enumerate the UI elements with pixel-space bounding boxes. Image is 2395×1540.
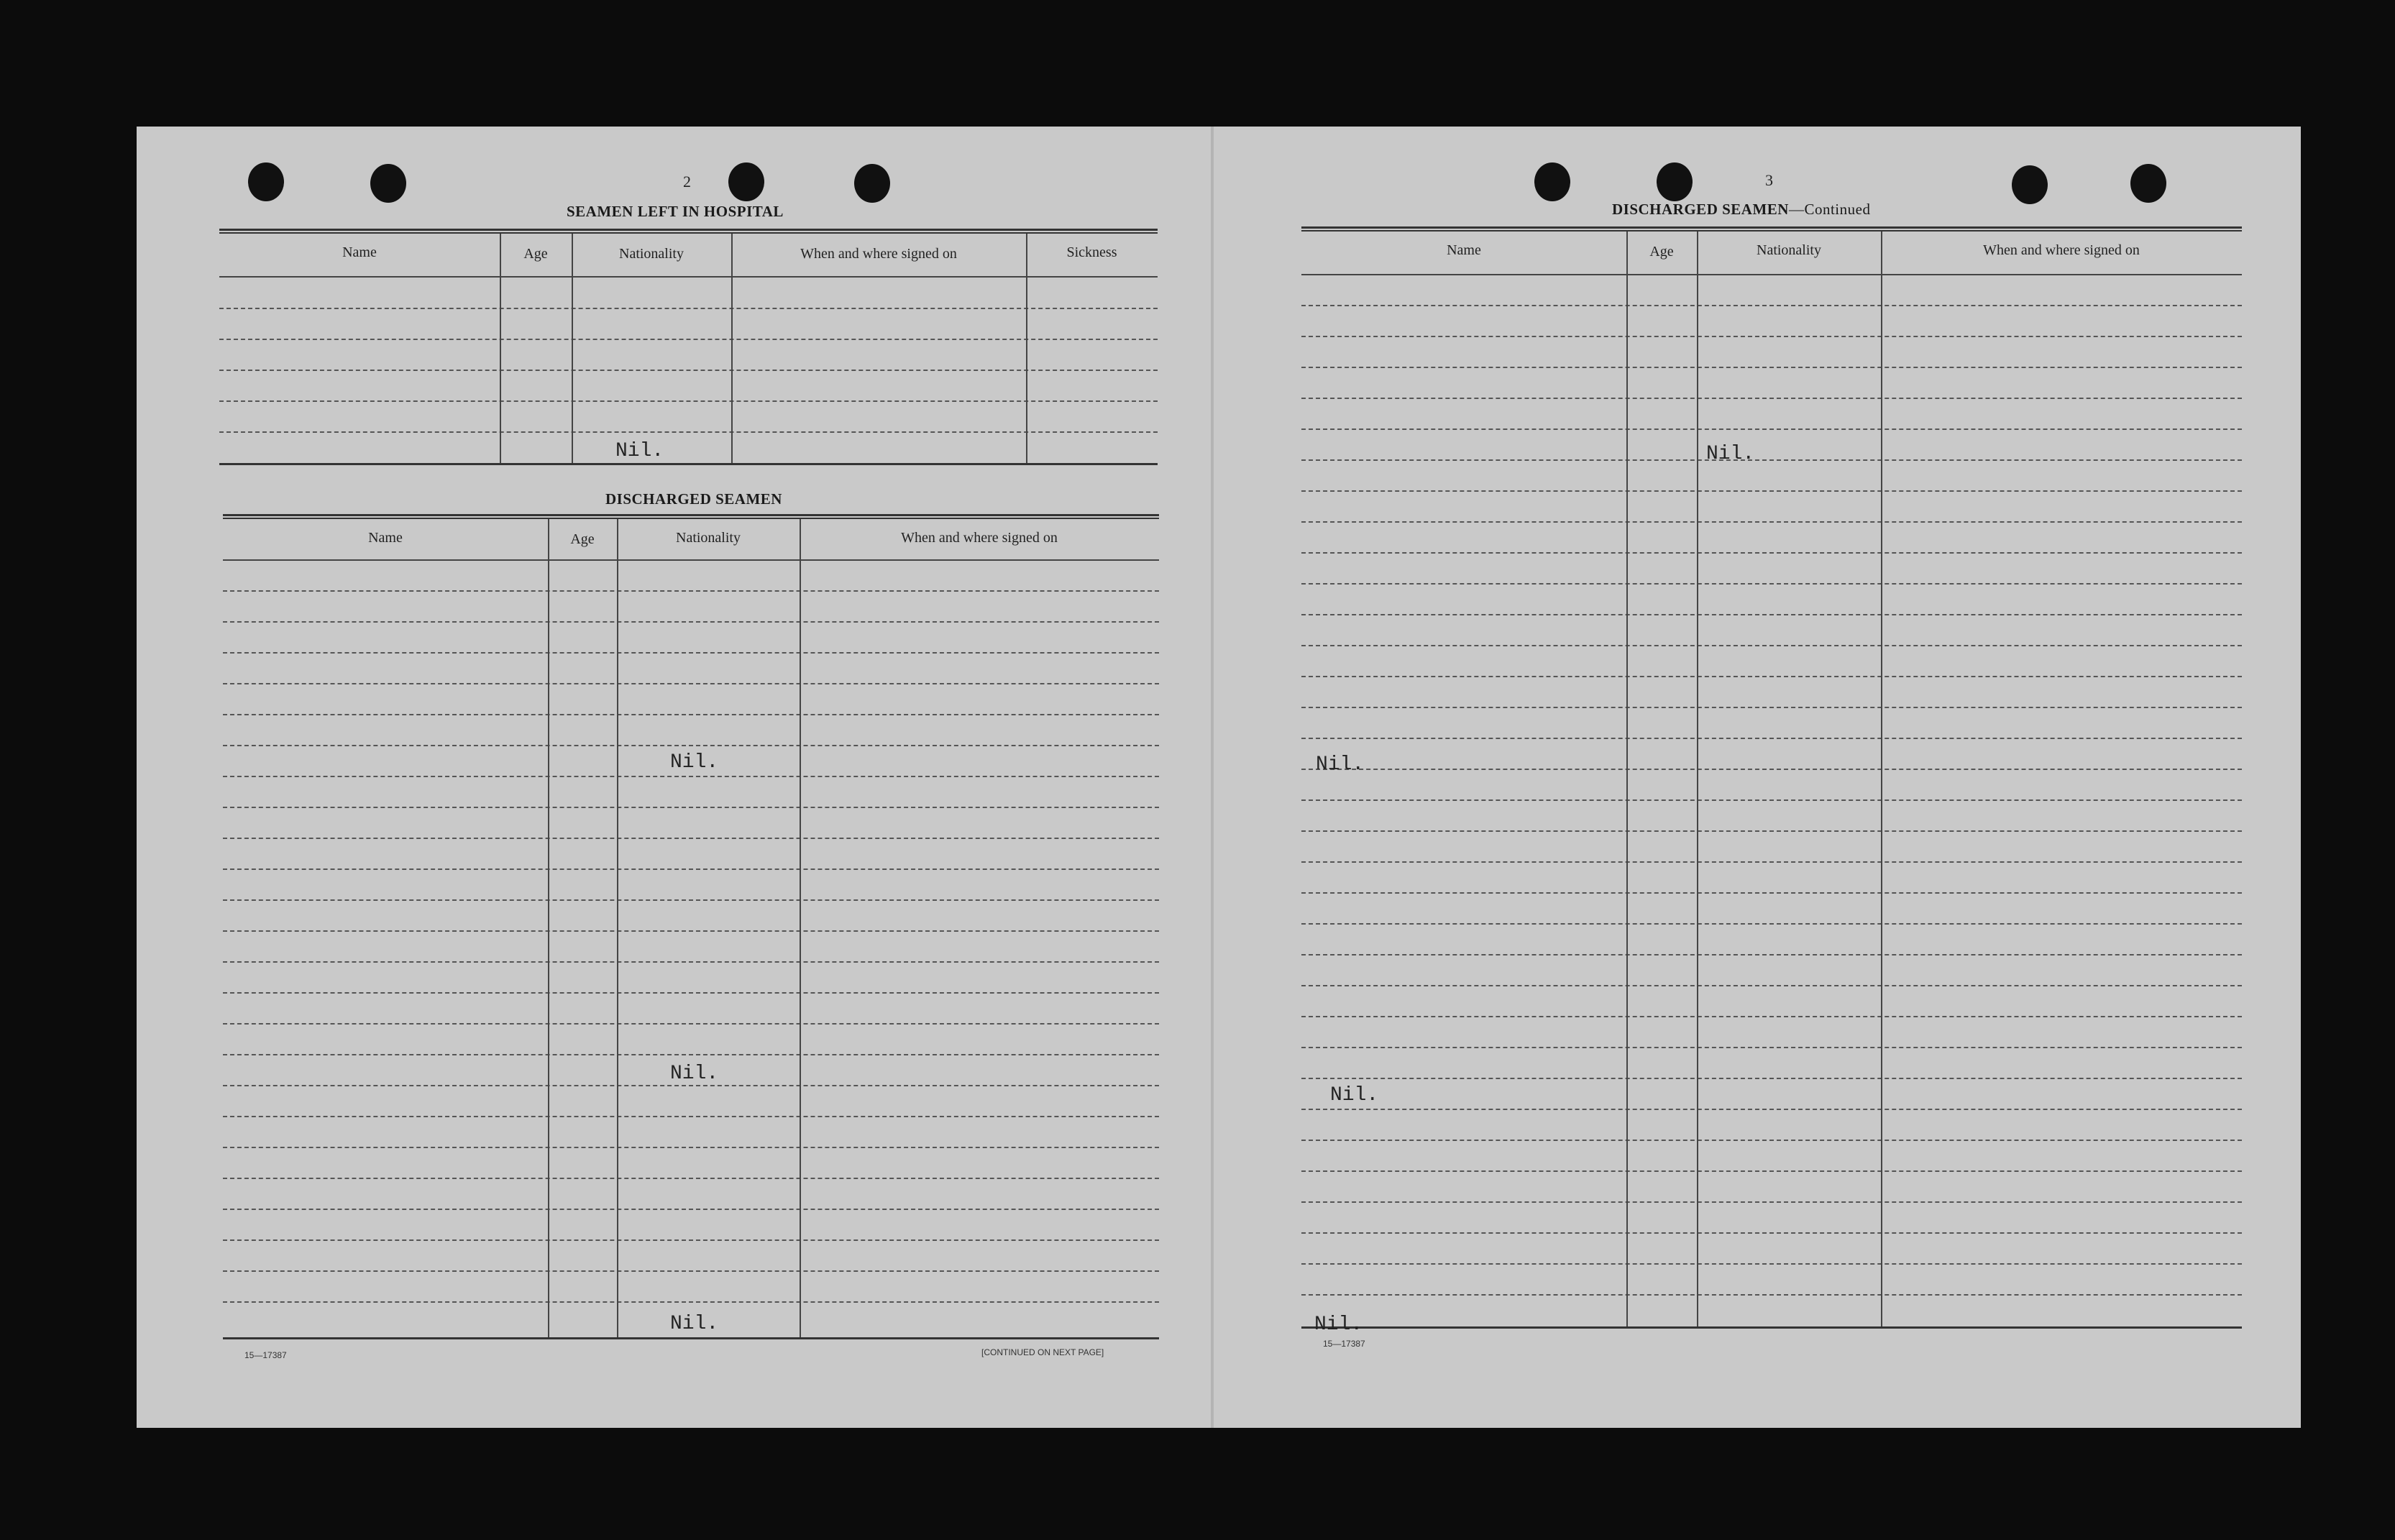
form-number-right: 15—17387 [1323, 1339, 1365, 1349]
right-title-cont: —Continued [1788, 201, 1871, 218]
right-nil-entry-2: Nil. [1316, 753, 1365, 776]
punch-hole [1657, 162, 1693, 201]
col-age: Age [523, 246, 548, 262]
discharged-nil-entry-3: Nil. [670, 1313, 719, 1335]
punch-hole [2012, 165, 2048, 204]
col-signed-on: When and where signed on [901, 530, 1058, 546]
discharged-table-right [1301, 226, 2242, 1334]
continued-note: [CONTINUED ON NEXT PAGE] [981, 1347, 1104, 1357]
hospital-nil-entry: Nil. [615, 440, 664, 462]
col-age: Age [570, 531, 595, 547]
discharged-table-left [223, 514, 1159, 1348]
punch-hole [370, 164, 406, 203]
form-number-left: 15—17387 [244, 1350, 287, 1360]
col-nationality: Nationality [619, 246, 684, 262]
col-age: Age [1649, 244, 1674, 260]
col-name: Name [1447, 242, 1481, 258]
punch-hole [248, 162, 284, 201]
col-nationality: Nationality [676, 530, 741, 546]
col-name: Name [368, 530, 403, 546]
right-nil-entry-3: Nil. [1330, 1084, 1379, 1106]
col-nationality: Nationality [1757, 242, 1821, 258]
page-fold [1211, 127, 1214, 1428]
col-name: Name [342, 244, 377, 260]
right-table-title [1612, 201, 1870, 219]
right-nil-entry-4: Nil. [1314, 1314, 1363, 1336]
punch-hole [2130, 164, 2166, 203]
punch-hole [854, 164, 890, 203]
right-title-main: DISCHARGED SEAMEN [1612, 201, 1789, 218]
hospital-table [219, 229, 1158, 473]
col-signed-on: When and where signed on [800, 246, 957, 262]
discharged-table-title: DISCHARGED SEAMEN [605, 490, 782, 508]
discharged-nil-entry-1: Nil. [670, 751, 719, 774]
right-nil-entry-1: Nil. [1706, 443, 1755, 465]
col-signed-on: When and where signed on [1983, 242, 2140, 258]
page-number-left: 2 [683, 173, 691, 191]
punch-hole [1534, 162, 1570, 201]
hospital-table-title: SEAMEN LEFT IN HOSPITAL [567, 203, 784, 220]
punch-hole [728, 162, 764, 201]
page-number-right: 3 [1765, 171, 1773, 189]
discharged-nil-entry-2: Nil. [670, 1063, 719, 1085]
col-sickness: Sickness [1066, 244, 1117, 260]
